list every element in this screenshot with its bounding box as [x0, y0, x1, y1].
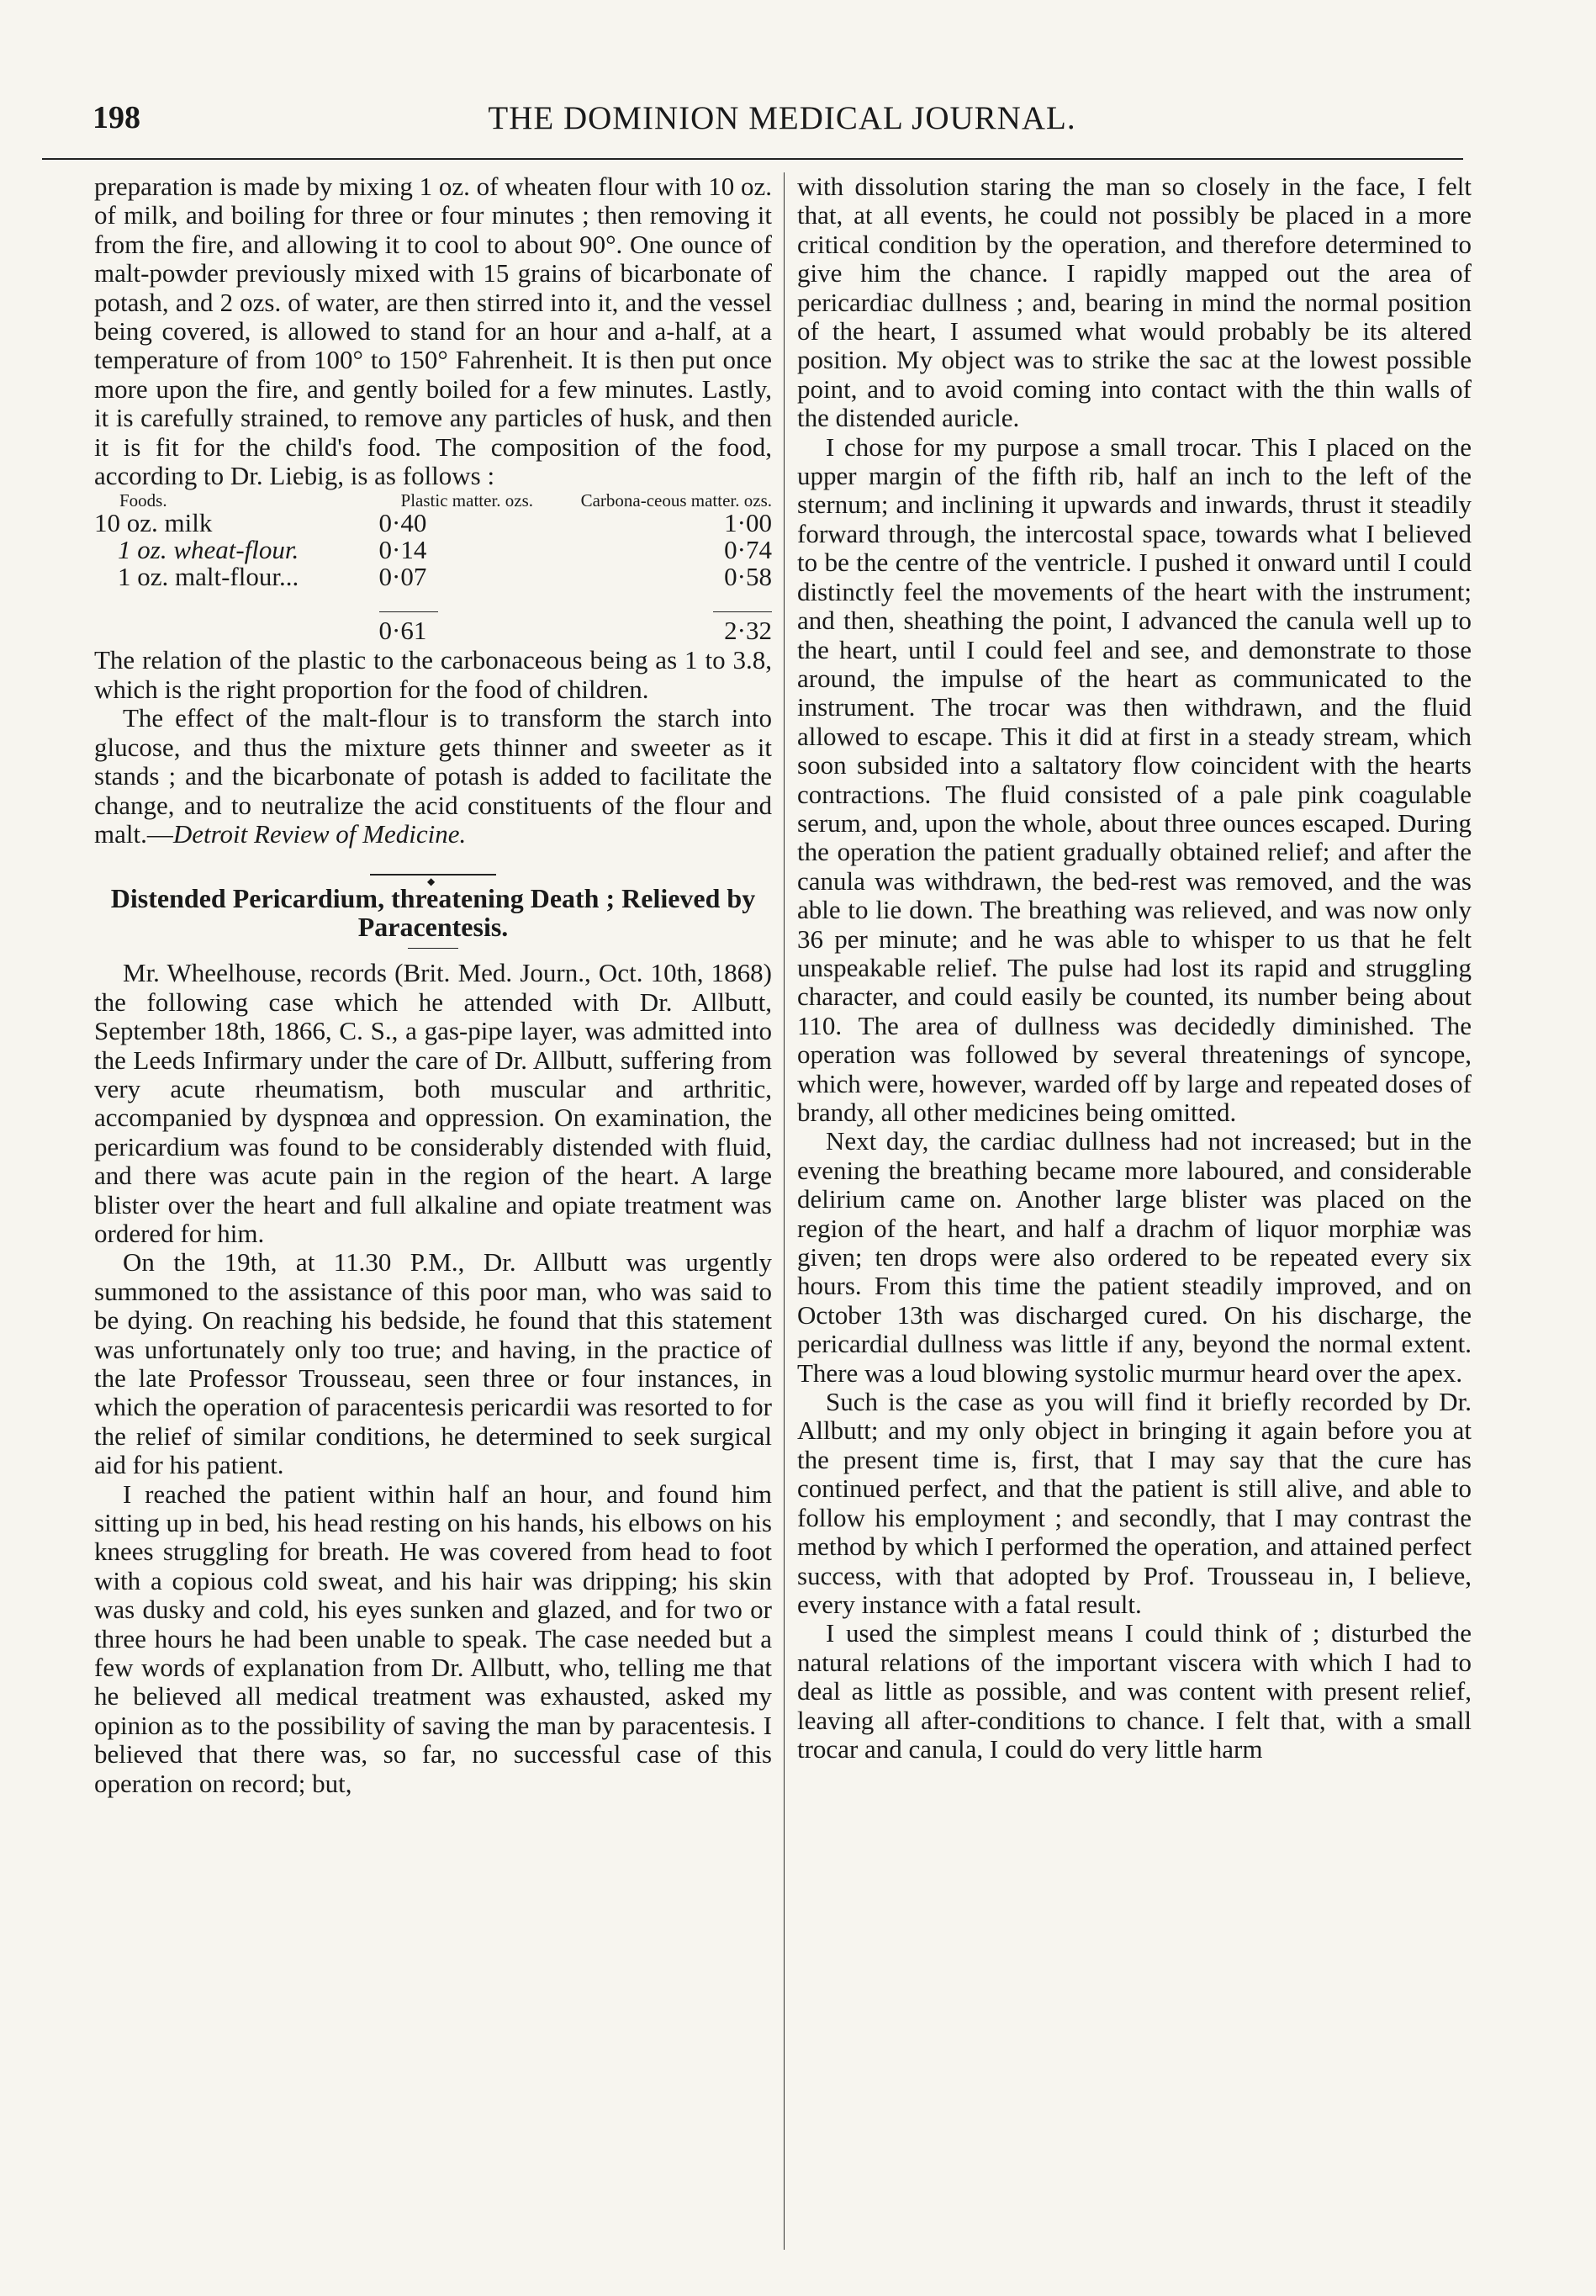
table-header-plastic: Plastic matter. ozs.	[400, 490, 534, 511]
plastic-cell: 0·07	[378, 562, 427, 592]
sum-rule	[379, 611, 438, 612]
paragraph: Next day, the cardiac dullness had not increased; but in the evening the breathing became more laboured, and considerable delirium came on. Another large blister was placed on the region of the heart, and half a drachm of liquor morphiæ was given; ten drops were also ordered to be repeated every six hours. From this time the patient steadily improved, and on October 13th was discharged cured. On his discharge, the pericardial dullness was little if any, beyond the normal extent. There was a loud blowing systolic murmur heard over the apex.	[797, 1126, 1472, 1388]
total-carbonaceous: 2·32	[724, 616, 772, 646]
article-title: Distended Pericardium, threatening Death ; Relieved by Paracentesis.	[110, 883, 756, 943]
paragraph: The effect of the malt-flour is to transform the starch into glucose, and thus the mixture gets thinner and sweeter as it stands ; and the bicarbonate of potash is added to facilitate the change, and to neutralize the acid constituents of the flour and malt.—Detroit Review of Medicine.	[94, 703, 772, 849]
table-header-carbonaceous: Carbona-ceous matter. ozs.	[580, 490, 772, 511]
paragraph: I reached the patient within half an hour, and found him sitting up in bed, his head resting on his hands, his elbows on his knees struggling for breath. He was covered from head to foot with a copious cold sweat, and his hair was dripping; his skin was dusky and cold, his eyes sunken and glazed, and for two or three hours he had been unable to speak. The case needed but a few words of explanation from Dr. Allbutt, who, telling me that he believed all medical treatment was exhausted, asked my opinion as to the possibility of saving the man by paracentesis. I believed that there was, so far, no successful case of this operation on record; but,	[94, 1479, 772, 1798]
paragraph: The relation of the plastic to the carbonaceous being as 1 to 3.8, which is the right proportion for the food of children.	[94, 645, 772, 704]
table-total-row	[94, 617, 772, 644]
paragraph: On the 19th, at 11.30 P.M., Dr. Allbutt was urgently summoned to the assistance of this poor man, who was said to be dying. On reaching his bedside, he found that this statement was unfortunately only too true; and having, in the practice of the late Professor Trousseau, seen three or four instances, in which the operation of paracentesis pericardii was resorted to for the relief of similar conditions, he determined to seek surgical aid for his patient.	[94, 1247, 772, 1480]
table-row	[94, 537, 772, 563]
carb-cell: 0·58	[724, 562, 772, 592]
paragraph: I used the simplest means I could think of ; disturbed the natural relations of the important viscera with which I had to deal as little as possible, and was content with present relief, leaving all after-conditions to chance. I felt that, with a small trocar and canula, I could do very little harm	[797, 1618, 1472, 1764]
food-cell: 1 oz. wheat-flour.	[118, 535, 299, 565]
journal-title: THE DOMINION MEDICAL JOURNAL.	[488, 100, 1076, 136]
paragraph: I chose for my purpose a small trocar. This I placed on the upper margin of the fifth rib, half an inch to the left of the sternum; and inclining it upwards and inwards, thrust it steadily forward through, the intercostal space, towards what I believed to be the centre of the ventricle. I pushed it onward until I could distinctly feel the movements of the heart with the instrument; and then, sheathing the point, I advanced the canula well up to the heart, until I could feel and see, and demonstrate to those around, the impulse of the heart as communicated to the instrument. The trocar was then withdrawn, and the fluid allowed to escape. This it did at first in a steady stream, which soon subsided into a saltatory flow coincident with the hearts contractions. The fluid consisted of a pale pink coagulable serum, and, upon the whole, about three ounces escaped. During the operation the patient gradually obtained relief; and after the canula was withdrawn, the bed-rest was removed, and the was able to lie down. The breathing was relieved, and was now only 36 per minute; and he was able to whisper to us that he felt unspeakable relief. The pulse had lost its rapid and struggling character, and could easily be counted, its number being about 110. The area of dullness was decidedly diminished. The operation was followed by several threatenings of syncope, which were, however, warded off by large and repeated doses of brandy, all other medicines being omitted.	[797, 431, 1472, 1127]
table-row	[94, 563, 772, 590]
source-citation: Detroit Review of Medicine.	[172, 818, 467, 849]
paragraph: with dissolution staring the man so closely in the face, I felt that, at all events, he could not possibly be placed in a more critical condition by the operation, and therefore determined to give him the chance. I rapidly mapped out the area of pericardiac dullness ; and, bearing in mind the normal position of the heart, I assumed what would probably be its altered position. My object was to strike the sac at the lowest possible point, and to avoid coming into contact with the thin walls of the distended auricle.	[797, 172, 1472, 433]
total-plastic: 0·61	[378, 616, 427, 646]
section-divider	[370, 874, 496, 876]
left-column	[94, 172, 772, 1798]
plastic-cell: 0·14	[378, 535, 427, 565]
paragraph: preparation is made by mixing 1 oz. of wheaten flour with 10 oz. of milk, and boiling for three or four minutes ; then removing it from the fire, and allowing it to cool to about 90°. One ounce of malt-powder previously mixed with 15 grains of bicarbonate of potash, and 2 ozs. of water, are then stirred into it, and the vessel being covered, is allowed to stand for an hour and a-half, at a temperature of from 100° to 150° Fahrenheit. It is then put once more upon the fire, and gently boiled for a few minutes. Lastly, it is carefully strained, to remove any particles of husk, and then it is fit for the child's food. The composition of the food, according to Dr. Liebig, is as follows :	[94, 172, 772, 491]
table-header-foods: Foods.	[119, 490, 167, 511]
food-cell: 1 oz. malt-flour...	[118, 562, 299, 592]
right-column	[797, 172, 1472, 1764]
carb-cell: 0·74	[724, 535, 772, 565]
paragraph: Mr. Wheelhouse, records (Brit. Med. Journ., Oct. 10th, 1868) the following case which he attended with Dr. Allbutt, September 18th, 1866, C. S., a gas-pipe layer, was admitted into the Leeds Infirmary under the care of Dr. Allbutt, suffering from very acute rheumatism, both muscular and arthritic, accompanied by dyspnœa and oppression. On examination, the pericardium was found to be considerably distended with fluid, and there was acute pain in the region of the heart. A large blister over the heart and full alkaline and opiate treatment was ordered for him.	[94, 958, 772, 1248]
page-number: 198	[92, 100, 140, 135]
paragraph: Such is the case as you will find it briefly recorded by Dr. Allbutt; and my only object in bringing it again before you at the present time is, first, that I may say that the cure has continued perfect, and that the patient is still alive, and able to follow his employment ; and secondly, that I may contrast the method by which I performed the operation, and attained perfect success, with that adopted by Prof. Trousseau in, I believe, every instance with a fatal result.	[797, 1387, 1472, 1619]
table-row	[94, 510, 772, 537]
plastic-cell: 0·40	[378, 508, 427, 538]
sum-rule	[713, 611, 772, 612]
title-rule	[408, 948, 458, 949]
page-header	[92, 99, 1472, 150]
column-divider	[784, 172, 785, 2250]
header-rule	[42, 158, 1463, 160]
carb-cell: 1·00	[724, 508, 772, 538]
food-composition-table	[94, 492, 772, 644]
food-cell: 10 oz. milk	[94, 508, 213, 538]
